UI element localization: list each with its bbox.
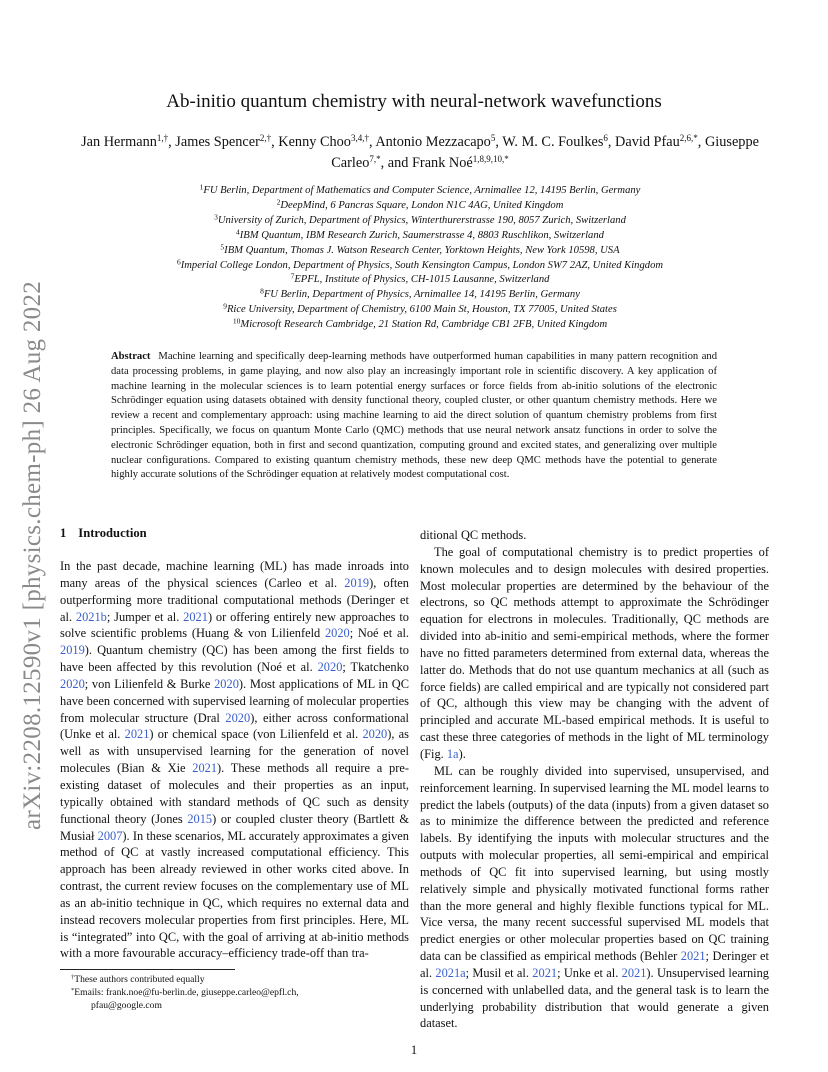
citation-link[interactable]: 2021b: [75, 609, 107, 624]
citation-link[interactable]: 2019: [344, 575, 370, 590]
author-affiliation-marker: 3,4,†: [350, 133, 369, 143]
footnotes: [60, 973, 390, 1013]
citation-link[interactable]: 2020: [362, 727, 388, 742]
footnote-text: Emails: frank.noe@fu-berlin.de, giuseppe.carleo@epfl.ch,: [74, 987, 299, 999]
citation-link[interactable]: 2020: [60, 676, 85, 691]
abstract-text: Machine learning and specifically deep-learning methods have outperformed human capabilities in many pattern recognition and data processing problems, in game playing, and now also play an increasingly important role in scientific discovery. A key application of machine learning in the molecular sciences is to learn potential energy surfaces or force fields from ab-initio solutions of the electronic Schrödinger equation using datasets obtained with density functional theory, coupled cluster, or other quantum chemistry methods. Here we review a recent and complementary approach: using machine learning to aid the direct solution of quantum chemistry problems from first principles. Specifically, we focus on quantum Monte Carlo (QMC) methods that use neural network ansatz functions in order to solve the electronic Schrödinger equation, both in first and second quantization, computing ground and excited states, and generalizing over multiple nuclear configurations. Compared to existing quantum chemistry methods, these new deep QMC methods have the potential to generate highly accurate solutions of the Schrödinger equation at relatively modest computational cost.: [111, 351, 717, 481]
author-name: W. M. C. Foulkes: [502, 134, 604, 150]
author-separator: , and: [380, 155, 412, 171]
author-name: Jan Hermann: [81, 134, 157, 150]
citation-link[interactable]: 2020: [317, 660, 343, 675]
body-text: ). In these scenarios, ML accurately approximates a given method of QC at vastly increased computational efficiency. This approach has been already reviewed in other works cited above. In contrast, the current review focuses on the complementary use of ML as an ab-initio technique in QC, which requires no external data and instead recovers molecular properties from first principles. Here, ML is “integrated” into QC, with the goal of arriving at ab-initio methods with a more favourable accuracy–efficiency trade-off than tra-: [60, 828, 409, 961]
affiliation-marker: 10: [232, 316, 241, 326]
body-text: ; Noé et al.: [349, 626, 409, 641]
affiliation-marker: 4: [236, 227, 240, 237]
body-text: ). Unsupervised learning is concerned with unlabelled data, and the general task is to learn the underlying probability distribution that would generate a given dataset.: [420, 965, 770, 1031]
author-affiliation-marker: 6: [603, 133, 608, 143]
affiliation-text: IBM Quantum, Thomas J. Watson Research Center, Yorktown Heights, New York 10598, USA: [224, 244, 620, 256]
author-affiliation-marker: 2,†: [259, 133, 272, 143]
body-text: ). These methods all require a pre-existing dataset of molecules and their properties as an input, typically obtained with standard methods of QC such as density functional theory (Jones: [60, 761, 409, 826]
author-affiliation-marker: 5: [490, 133, 496, 143]
body-text: ML can be roughly divided into supervised, unsupervised, and reinforcement learning. In supervised learning the ML model learns to predict the labels (outputs) of the data (inputs) from a given dataset so as to minimize the difference between the predicted and reference labels. By identifying the inputs with molecular structures and the outputs with molecular properties, all semi-empirical and empirical methods of QC fit into supervised learning, but using mostly relatively simple and physically motivated functional forms rather than the more general and highly flexible functions typical for ML. Vice versa, the many recent successful supervised ML models that predict energies or other molecular properties based on QC training data can be classified as empirical methods (Behler: [420, 763, 769, 964]
affiliation-text: FU Berlin, Department of Mathematics and Computer Science, Arnimallee 12, 14195 Berlin, Germany: [203, 185, 641, 196]
body-text: ; Tkatchenko: [342, 660, 410, 675]
author-separator: ,: [607, 134, 616, 150]
footnote-rule: [60, 969, 235, 970]
body-column-right: [420, 527, 769, 1032]
author-separator: ,: [271, 134, 279, 150]
affiliation-marker: 1: [199, 182, 204, 192]
body-text: ; Jumper et al.: [106, 609, 184, 624]
arxiv-identifier-stamp: arXiv:2208.12590v1 [physics.chem-ph] 26 Aug 2022: [19, 280, 46, 830]
footnote-marker: *: [71, 987, 75, 995]
affiliation-text: EPFL, Institute of Physics, CH-1015 Lausanne, Switzerland: [294, 274, 550, 286]
body-text: ), often outperforming more traditional computational methods (Deringer et al.: [60, 575, 409, 624]
author-affiliation-marker: 2,6,*: [679, 133, 698, 143]
affiliation-list: [80, 184, 760, 333]
author-separator: ,: [168, 134, 176, 150]
affiliation-text: Microsoft Research Cambridge, 21 Station Rd, Cambridge CB1 2FB, United Kingdom: [240, 319, 608, 331]
abstract: [111, 350, 717, 483]
author-name: Frank Noé: [411, 155, 473, 171]
body-text: ; Unke et al.: [557, 965, 622, 980]
affiliation-marker: 2: [276, 197, 281, 207]
affiliation-text: University of Zurich, Department of Physics, Winterthurerstrasse 190, 8057 Zurich, Switzerland: [217, 214, 626, 226]
body-text: ; von Lilienfeld & Burke: [84, 676, 215, 691]
footnote-emails: [60, 986, 390, 999]
body-text: The goal of computational chemistry is to predict properties of known molecules and to design molecules with desired properties. Most molecular properties are determined by the behaviour of the electrons, so QC methods attempt to approximate the Schrödinger equation for electrons in molecules. Traditionally, QC methods are divided into ab-initio and semi-empirical methods, where the former have no fitted parameters determined from external data, whereas the latter do. Methods that do not use quantum mechanics at all (such as force fields) are called empirical and are typically not considered part of QC, although this view may be changing with the advent of principled and accurate ML-based empirical methods. It is useful to cast these three categories of methods in the light of ML terminology (Fig.: [420, 544, 769, 761]
affiliation-marker: 6: [176, 257, 181, 267]
author-separator: ,: [697, 134, 705, 150]
section-title: Introduction: [78, 526, 147, 540]
affiliation-text: DeepMind, 6 Pancras Square, London N1C 4AG, United Kingdom: [280, 199, 564, 211]
affiliation-marker: 8: [260, 286, 264, 296]
citation-link[interactable]: 2021: [680, 949, 706, 964]
affiliation-marker: 7: [290, 271, 295, 281]
author-name: James Spencer: [175, 134, 260, 150]
body-text: ditional QC methods.: [420, 528, 527, 542]
citation-link[interactable]: 2020: [214, 676, 239, 691]
affiliation: [80, 273, 760, 288]
citation-link[interactable]: 2021: [192, 761, 218, 776]
abstract-label: Abstract: [111, 351, 151, 362]
author-name: Antonio Mezzacapo: [375, 134, 491, 150]
citation-link[interactable]: 2021: [532, 965, 558, 980]
author-name: Giuseppe Carleo: [331, 134, 759, 171]
affiliation-marker: 3: [214, 212, 218, 222]
body-column-left: [60, 558, 409, 962]
author-affiliation-marker: 7,*: [369, 154, 381, 164]
affiliation-text: Rice University, Department of Chemistry, 6100 Main St, Houston, TX 77005, United States: [226, 304, 617, 316]
footnote-emails-continued: pfau@google.com: [91, 1000, 162, 1012]
affiliation: [80, 199, 760, 214]
section-heading: [60, 526, 147, 541]
affiliation: [80, 244, 760, 259]
affiliation: [80, 229, 760, 244]
body-paragraph: [420, 544, 769, 763]
affiliation: [80, 184, 760, 199]
body-text: ; Deringer et al.: [420, 949, 769, 980]
affiliation: [80, 259, 760, 274]
author-affiliation-marker: 1,†: [156, 133, 169, 143]
body-text: ). Quantum chemistry (QC) has been among the first fields to have been affected by this revolution (Noé et al.: [60, 643, 409, 675]
citation-link[interactable]: 2019: [60, 643, 85, 658]
affiliation-marker: 5: [220, 242, 225, 252]
paper-title: Ab-initio quantum chemistry with neural-network wavefunctions: [166, 91, 662, 112]
citation-link[interactable]: 2021: [124, 727, 150, 742]
author-name: Kenny Choo: [278, 134, 351, 150]
affiliation-text: FU Berlin, Department of Physics, Arnimallee 14, 14195 Berlin, Germany: [263, 289, 580, 301]
body-text: ) or coupled cluster theory (Bartlett & Musiał: [60, 811, 409, 843]
body-text: ), as well as with unsupervised learning for the generation of novel molecules (Bian & Xie: [60, 727, 409, 776]
body-paragraph: [60, 558, 409, 962]
author-list: [60, 132, 780, 174]
section-number: 1: [60, 526, 67, 540]
body-text: ).: [458, 746, 466, 761]
body-text: In the past decade, machine learning (ML) has made inroads into many areas of the physical sciences (Carleo et al.: [60, 559, 409, 590]
citation-link[interactable]: 2020: [225, 710, 251, 725]
body-text: ), either across conformational (Unke et al.: [60, 710, 409, 742]
citation-link[interactable]: 1a: [446, 746, 459, 761]
footnote-text: These authors contributed equally: [74, 974, 205, 985]
body-paragraph: [420, 763, 769, 1033]
citation-link[interactable]: 2015: [187, 811, 213, 826]
affiliation: [80, 318, 760, 333]
affiliation: [80, 303, 760, 318]
body-paragraph: [420, 527, 769, 544]
body-text: ). Most applications of ML in QC have been concerned with supervised learning of molecular properties from molecular structure (Dral: [60, 676, 409, 725]
citation-link[interactable]: 2007: [97, 828, 123, 843]
affiliation-text: IBM Quantum, IBM Research Zurich, Saumerstrasse 4, 8803 Ruschlikon, Switzerland: [239, 229, 604, 241]
footnote-marker: †: [71, 974, 75, 981]
affiliation: [80, 288, 760, 303]
author-affiliation-marker: 1,8,9,10,*: [472, 154, 509, 164]
footnote-equal-contribution: [60, 973, 390, 986]
citation-link[interactable]: 2021: [621, 965, 647, 980]
citation-link[interactable]: 2021: [183, 609, 208, 624]
affiliation-text: Imperial College London, Department of Physics, South Kensington Campus, London SW7 2AZ, United Kingdom: [180, 259, 664, 271]
body-text: ) or offering entirely new approaches to solve scientific problems (Huang & von Lilienfeld: [60, 609, 409, 641]
affiliation: [80, 214, 760, 229]
body-text: ; Musil et al.: [465, 965, 533, 980]
author-separator: ,: [495, 134, 503, 150]
author-name: David Pfau: [615, 134, 680, 150]
body-text: ) or chemical space (von Lilienfeld et al.: [149, 727, 363, 742]
citation-link[interactable]: 2021a: [435, 965, 466, 980]
page-number: 1: [410, 1043, 418, 1057]
affiliation-marker: 9: [223, 301, 227, 311]
author-separator: ,: [368, 134, 376, 150]
citation-link[interactable]: 2020: [324, 626, 350, 641]
